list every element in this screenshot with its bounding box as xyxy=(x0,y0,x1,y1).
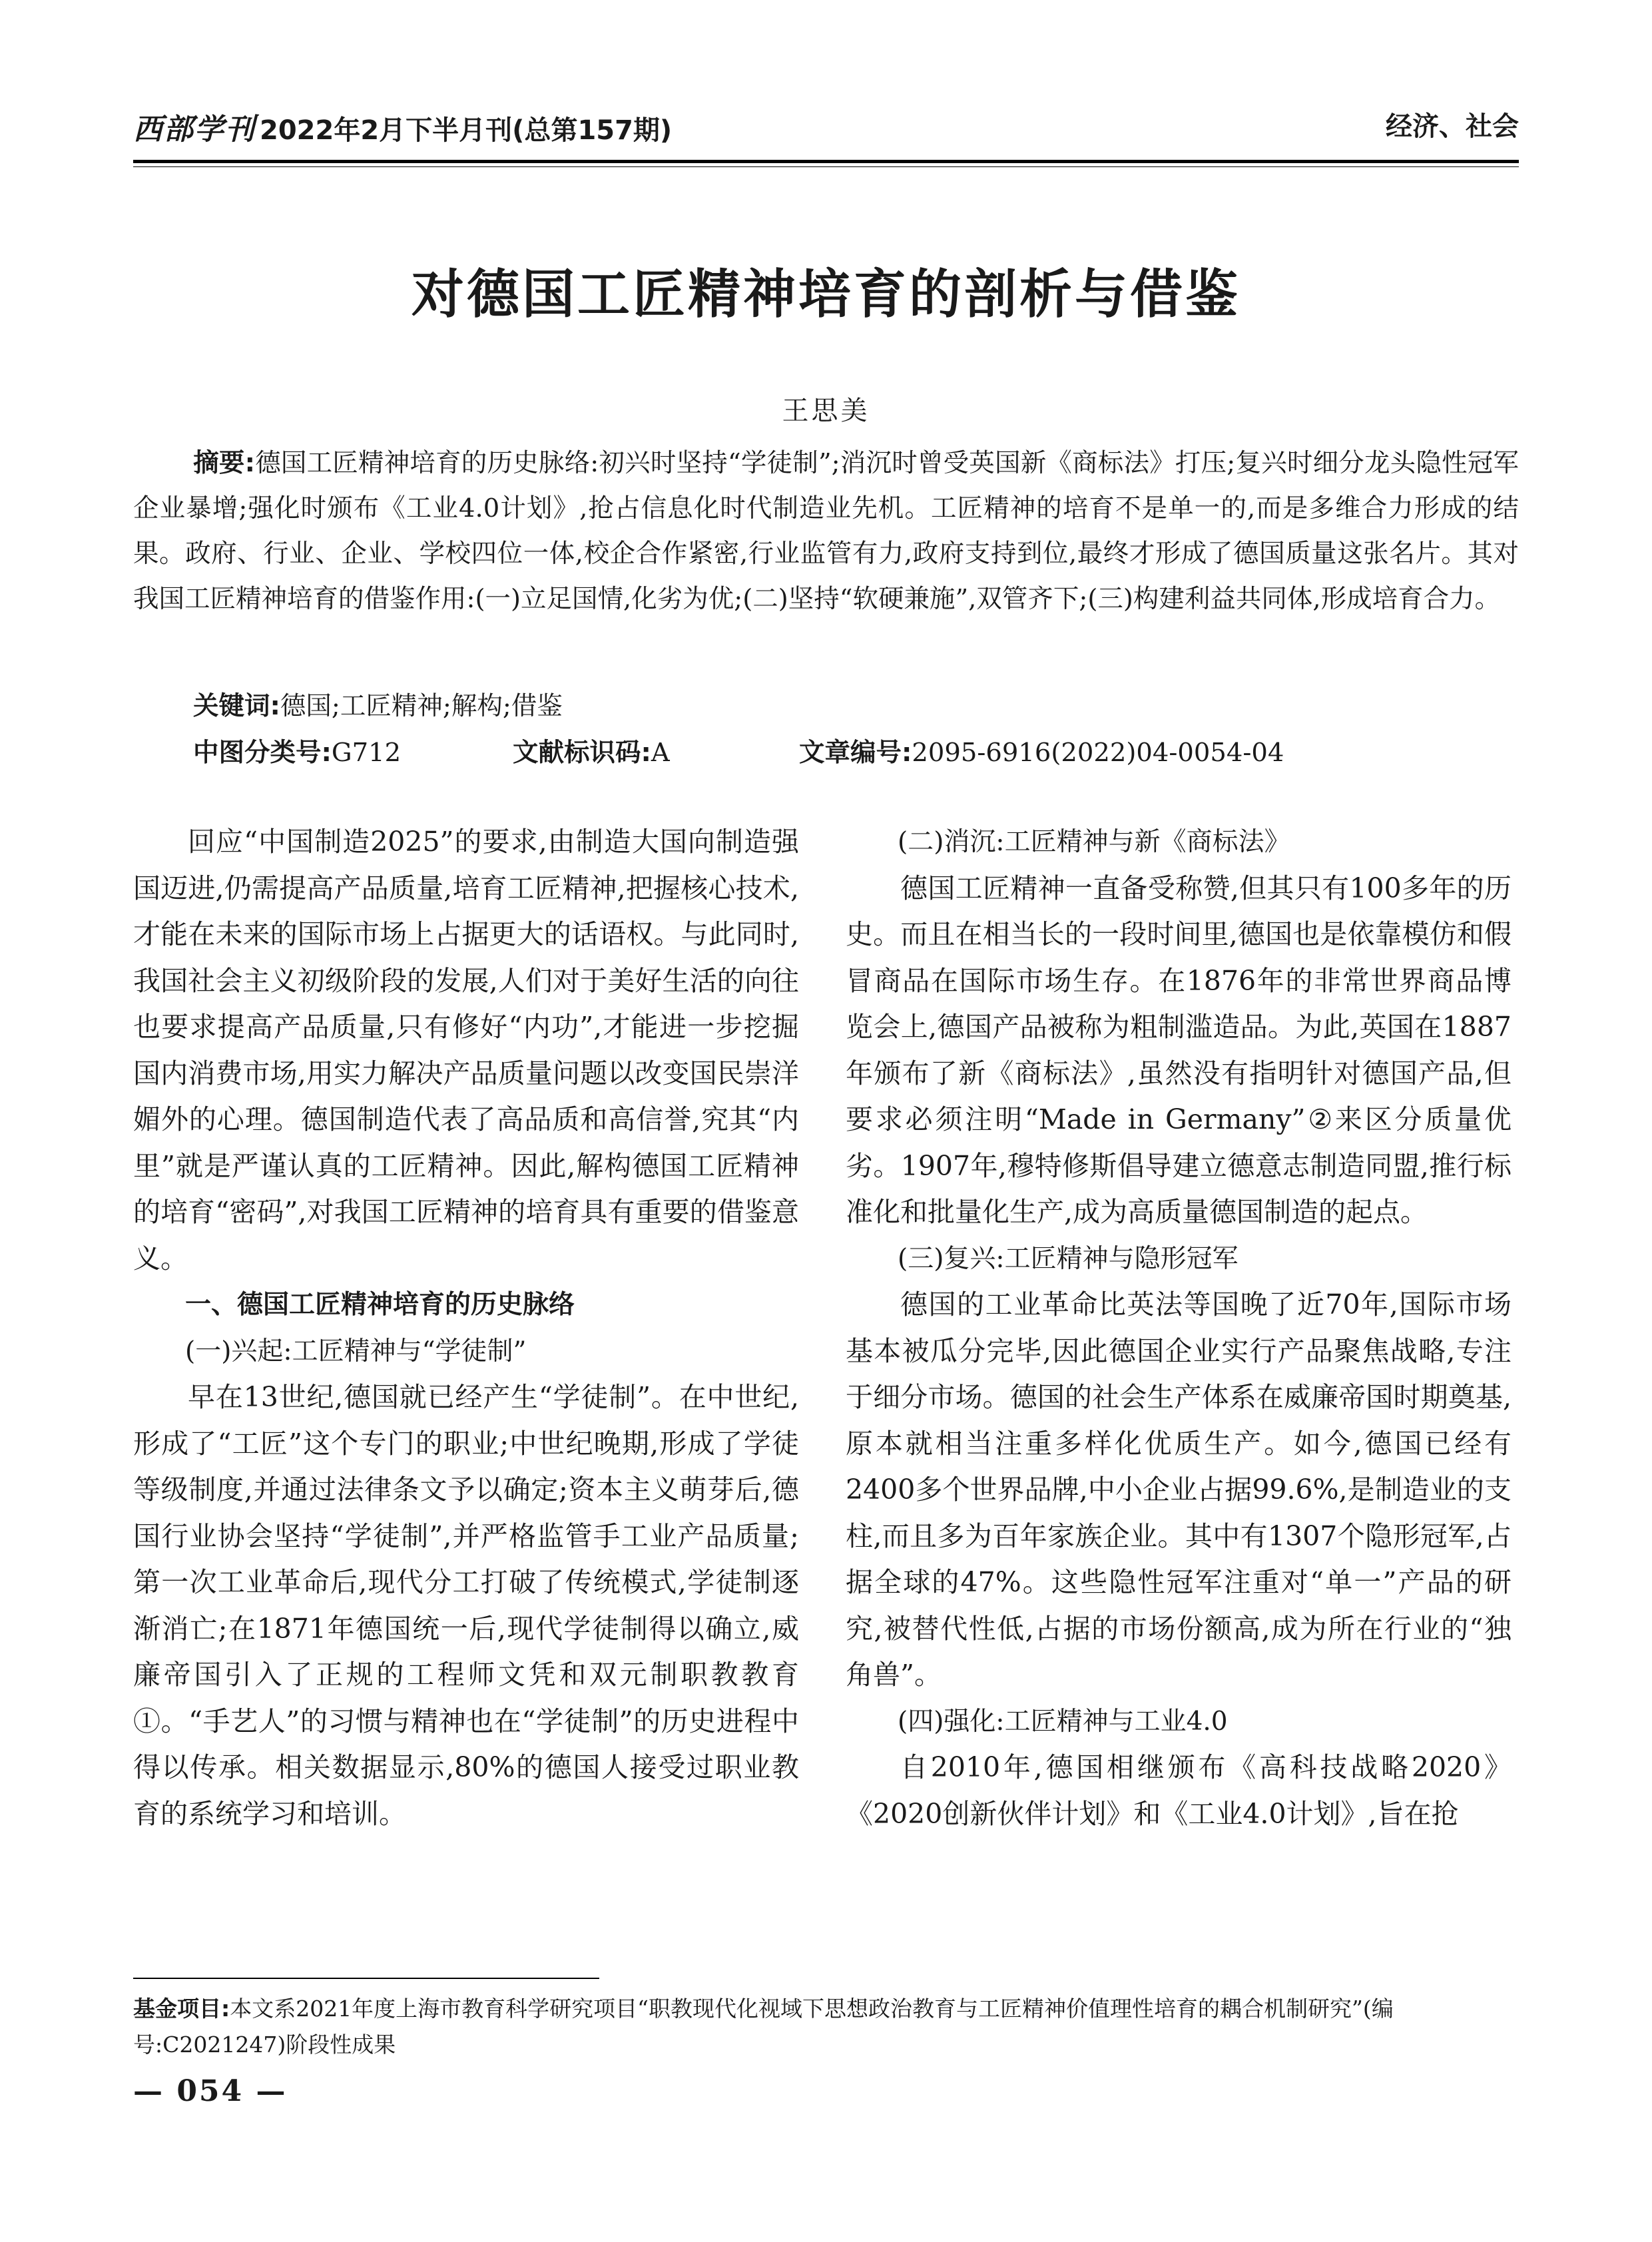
keywords-label: 关键词: xyxy=(193,691,280,721)
page-number: — 054 — xyxy=(133,2074,288,2108)
abstract-text: 德国工匠精神培育的历史脉络:初兴时坚持“学徒制”;消沉时曾受英国新《商标法》打压;复兴时细分龙头隐性冠军企业暴增;强化时颁布《工业4.0计划》,抢占信息化时代制造业先机。工匠精神的培育不是单一的,而是多维合力形成的结果。政府、行业、企业、学校四位一体,校企合作紧密,行业监管有力,政府支持到位,最终才形成了德国质量这张名片。其对我国工匠精神培育的借鉴作用:(一)立足国情,化劣为优;(二)坚持“软硬兼施”,双管齐下;(三)构建利益共同体,形成培育合力。 xyxy=(133,448,1519,614)
funding-text: 本文系2021年度上海市教育科学研究项目“职教现代化视域下思想政治教育与工匠精神价值理性培育的耦合机制研究”(编号:C2021247)阶段性成果 xyxy=(133,1996,1394,2058)
subsection-heading: (一)兴起:工匠精神与“学徒制” xyxy=(185,1336,527,1366)
subsection-heading: (二)消沉:工匠精神与新《商标法》 xyxy=(898,827,1290,857)
journal-info xyxy=(133,105,672,148)
section-heading: 一、德国工匠精神培育的历史脉络 xyxy=(185,1290,575,1320)
clc-label: 中图分类号: xyxy=(193,738,332,768)
body-paragraph: 早在13世纪,德国就已经产生“学徒制”。在中世纪,形成了“工匠”这个专门的职业;中世纪晚期,形成了学徒等级制度,并通过法律条文予以确定;资本主义萌芽后,德国行业协会坚持“学徒制”,并严格监管手工业产品质量;第一次工业革命后,现代分工打破了传统模式,学徒制逐渐消亡;在1871年德国统一后,现代学徒制得以确立,威廉帝国引入了正规的工程师文凭和双元制职教教育①。“手艺人”的习惯与精神也在“学徒制”的历史进程中得以传承。相关数据显示,80%的德国人接受过职业教育的系统学习和培训。 xyxy=(133,1381,799,1830)
clc-field xyxy=(193,730,401,776)
body-paragraph: 自2010年,德国相继颁布《高科技战略2020》《2020创新伙伴计划》和《工业4.0计划》,旨在抢 xyxy=(846,1751,1512,1830)
article-author: 王思美 xyxy=(782,396,870,426)
header-rule-thin xyxy=(133,166,1519,167)
body-paragraph: 德国的工业革命比英法等国晚了近70年,国际市场基本被瓜分完毕,因此德国企业实行产品聚焦战略,专注于细分市场。德国的社会生产体系在威廉帝国时期奠基,原本就相当注重多样化优质生产。如今,德国已经有2400多个世界品牌,中小企业占据99.6%,是制造业的支柱,而且多为百年家族企业。其中有1307个隐形冠军,占据全球的47%。这些隐性冠军注重对“单一”产品的研究,被替代性低,占据的市场份额高,成为所在行业的“独角兽”。 xyxy=(846,1288,1512,1691)
doc-code-field xyxy=(513,730,670,776)
funding-label: 基金项目: xyxy=(133,1996,230,2022)
clc-value: G712 xyxy=(331,738,402,768)
journal-logo: 西部学刊 xyxy=(133,113,256,146)
article-no-value: 2095-6916(2022)04-0054-04 xyxy=(912,738,1284,768)
left-column xyxy=(133,819,799,1837)
keywords xyxy=(193,684,563,729)
abstract-label: 摘要: xyxy=(193,448,255,478)
keywords-text: 德国;工匠精神;解构;借鉴 xyxy=(280,691,563,721)
funding-footnote xyxy=(133,1991,1519,2063)
header-rule xyxy=(133,160,1519,163)
footnote-rule xyxy=(133,1978,599,1979)
issue-info: 2022年2月下半月刊(总第157期) xyxy=(260,115,673,146)
intro-paragraph: 回应“中国制造2025”的要求,由制造大国向制造强国迈进,仍需提高产品质量,培育工匠精神,把握核心技术,才能在未来的国际市场上占据更大的话语权。与此同时,我国社会主义初级阶段的发展,人们对于美好生活的向往也要求提高产品质量,只有修好“内功”,才能进一步挖掘国内消费市场,用实力解决产品质量问题以改变国民崇洋媚外的心理。德国制造代表了高品质和高信誉,究其“内里”就是严谨认真的工匠精神。因此,解构德国工匠精神的培育“密码”,对我国工匠精神的培育具有重要的借鉴意义。 xyxy=(133,826,799,1274)
subsection-heading: (四)强化:工匠精神与工业4.0 xyxy=(898,1706,1228,1737)
running-header xyxy=(133,105,1519,158)
doc-code-label: 文献标识码: xyxy=(513,738,651,768)
section-name: 经济、社会 xyxy=(1386,111,1519,142)
body-paragraph: 德国工匠精神一直备受称赞,但其只有100多年的历史。而且在相当长的一段时间里,德国也是依靠模仿和假冒商品在国际市场生存。在1876年的非常世界商品博览会上,德国产品被称为粗制滥造品。为此,英国在1887年颁布了新《商标法》,虽然没有指明针对德国产品,但要求必须注明“Made in Germany”②来区分质量优劣。1907年,穆特修斯倡导建立德意志制造同盟,推行标准化和批量化生产,成为高质量德国制造的起点。 xyxy=(846,872,1512,1228)
article-no-label: 文章编号: xyxy=(799,738,912,768)
subsection-heading: (三)复兴:工匠精神与隐形冠军 xyxy=(898,1243,1239,1274)
right-column xyxy=(846,819,1512,1837)
abstract xyxy=(133,441,1519,622)
doc-code-value: A xyxy=(651,738,670,768)
article-no-field xyxy=(799,730,1284,776)
article-title: 对德国工匠精神培育的剖析与借鉴 xyxy=(412,264,1240,325)
classification-line xyxy=(193,730,1519,776)
